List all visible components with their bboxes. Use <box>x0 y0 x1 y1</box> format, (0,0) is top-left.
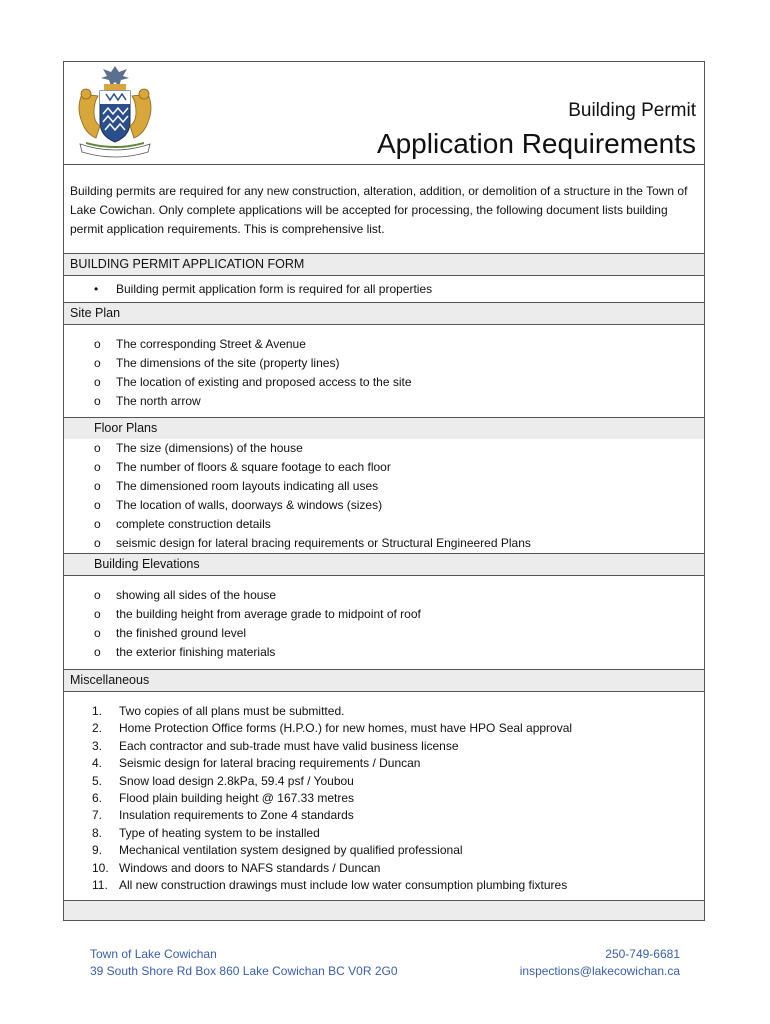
document-header <box>64 62 704 165</box>
footer-phone: 250-749-6681 <box>605 947 680 961</box>
list-item <box>64 807 704 824</box>
list-item <box>64 280 704 298</box>
circle-bullet-icon: o <box>94 607 101 621</box>
list-item <box>64 392 704 411</box>
list-item-text: The location of existing and proposed access to the site <box>116 375 412 389</box>
list-item <box>64 496 704 515</box>
list-number: 4. <box>92 756 103 771</box>
list-item <box>64 720 704 737</box>
list-item <box>64 842 704 859</box>
list-number: 2. <box>92 721 103 736</box>
list-item-text: The location of walls, doorways & windows (sizes) <box>116 498 383 512</box>
coat-of-arms-icon <box>72 64 158 160</box>
list-item <box>64 703 704 720</box>
list-item <box>64 335 704 354</box>
document-title: Application Requirements <box>376 128 696 159</box>
list-item <box>64 755 704 772</box>
requirements-document <box>63 61 705 921</box>
circle-bullet-icon: o <box>94 536 101 550</box>
list-item-text: Mechanical ventilation system designed by qualified professional <box>119 843 463 858</box>
list-item-text: The corresponding Street & Avenue <box>116 337 306 351</box>
circle-bullet-icon: o <box>94 626 101 640</box>
list-item <box>64 877 704 894</box>
list-number: 11. <box>92 878 108 893</box>
list-item <box>64 586 704 605</box>
section-heading-building-elevations: Building Elevations <box>64 554 704 576</box>
list-item <box>64 624 704 643</box>
list-item <box>64 738 704 755</box>
list-number: 7. <box>92 808 103 823</box>
list-item-text: showing all sides of the house <box>116 588 277 602</box>
circle-bullet-icon: o <box>94 479 101 493</box>
list-item-text: The size (dimensions) of the house <box>116 441 303 455</box>
circle-bullet-icon: o <box>94 517 101 531</box>
section-body-floor-plans <box>64 439 704 554</box>
list-number: 8. <box>92 825 103 840</box>
section-body-application-form <box>64 276 704 303</box>
section-body-site-plan <box>64 325 704 417</box>
footer-address: 39 South Shore Rd Box 860 Lake Cowichan BC V0R 2G0 <box>90 964 398 978</box>
list-item <box>64 354 704 373</box>
list-item-text: The number of floors & square footage to each floor <box>116 460 391 474</box>
list-item-text: Two copies of all plans must be submitted. <box>119 704 345 718</box>
list-item-text: Flood plain building height @ 167.33 metres <box>119 791 354 806</box>
list-item <box>64 534 704 553</box>
list-item-text: Seismic design for lateral bracing requirements / Duncan <box>119 756 421 771</box>
list-item-text: the exterior finishing materials <box>116 645 276 659</box>
section-body-building-elevations <box>64 576 704 670</box>
footer-contact-right <box>520 946 680 980</box>
list-item <box>64 458 704 477</box>
circle-bullet-icon: o <box>94 441 101 455</box>
list-number: 3. <box>92 738 103 753</box>
list-item-text: the finished ground level <box>116 626 247 640</box>
section-heading-application-form: BUILDING PERMIT APPLICATION FORM <box>64 254 704 276</box>
list-item-text: The dimensions of the site (property lines) <box>116 356 340 370</box>
footer-email[interactable]: inspections@lakecowichan.ca <box>519 964 680 978</box>
list-item-text: Building permit application form is required for all properties <box>116 282 433 296</box>
section-heading-floor-plans: Floor Plans <box>64 417 704 439</box>
section-heading-miscellaneous: Miscellaneous <box>64 670 704 692</box>
list-item <box>64 825 704 842</box>
list-item-text: Windows and doors to NAFS standards / Duncan <box>119 860 381 875</box>
bullet-icon: • <box>94 282 99 296</box>
list-item-text: Snow load design 2.8kPa, 59.4 psf / Youbou <box>119 773 354 788</box>
footer-org: Town of Lake Cowichan <box>90 947 217 961</box>
empty-footer-row <box>64 900 704 920</box>
list-number: 1. <box>92 704 103 718</box>
list-number: 9. <box>92 843 103 858</box>
list-item <box>64 790 704 807</box>
list-item-text: Home Protection Office forms (H.P.O.) for new homes, must have HPO Seal approval <box>119 721 573 736</box>
footer-contact-left <box>90 946 398 980</box>
circle-bullet-icon: o <box>94 394 101 408</box>
miscellaneous-list <box>64 692 704 900</box>
list-item <box>64 643 704 662</box>
circle-bullet-icon: o <box>94 645 101 659</box>
circle-bullet-icon: o <box>94 588 101 602</box>
circle-bullet-icon: o <box>94 498 101 512</box>
list-item-text: All new construction drawings must include low water consumption plumbing fixtures <box>119 878 568 893</box>
list-item-text: Each contractor and sub-trade must have valid business license <box>119 738 459 753</box>
list-item <box>64 373 704 392</box>
list-item-text: The north arrow <box>116 394 201 408</box>
document-subtitle: Building Permit <box>568 100 696 121</box>
circle-bullet-icon: o <box>94 337 101 351</box>
list-number: 10. <box>92 860 109 875</box>
circle-bullet-icon: o <box>94 460 101 474</box>
list-item <box>64 439 704 458</box>
list-item-text: The dimensioned room layouts indicating all uses <box>116 479 379 493</box>
list-number: 5. <box>92 773 103 788</box>
list-item <box>64 477 704 496</box>
list-number: 6. <box>92 791 103 806</box>
list-item-text: seismic design for lateral bracing requirements or Structural Engineered Plans <box>116 536 531 550</box>
list-item <box>64 860 704 877</box>
circle-bullet-icon: o <box>94 375 101 389</box>
list-item <box>64 773 704 790</box>
list-item <box>64 515 704 534</box>
intro-paragraph: Building permits are required for any new construction, alteration, addition, or demolition of a structure in the Town of Lake Cowichan. Only complete applications will be accepted for processing, the following document lists building permit application requirements. This is comprehensive list. <box>64 165 704 254</box>
list-item-text: complete construction details <box>116 517 271 531</box>
list-item-text: Type of heating system to be installed <box>119 825 320 840</box>
circle-bullet-icon: o <box>94 356 101 370</box>
list-item-text: the building height from average grade to midpoint of roof <box>116 607 421 621</box>
list-item-text: Insulation requirements to Zone 4 standards <box>119 808 354 823</box>
list-item <box>64 605 704 624</box>
section-heading-site-plan: Site Plan <box>64 303 704 325</box>
